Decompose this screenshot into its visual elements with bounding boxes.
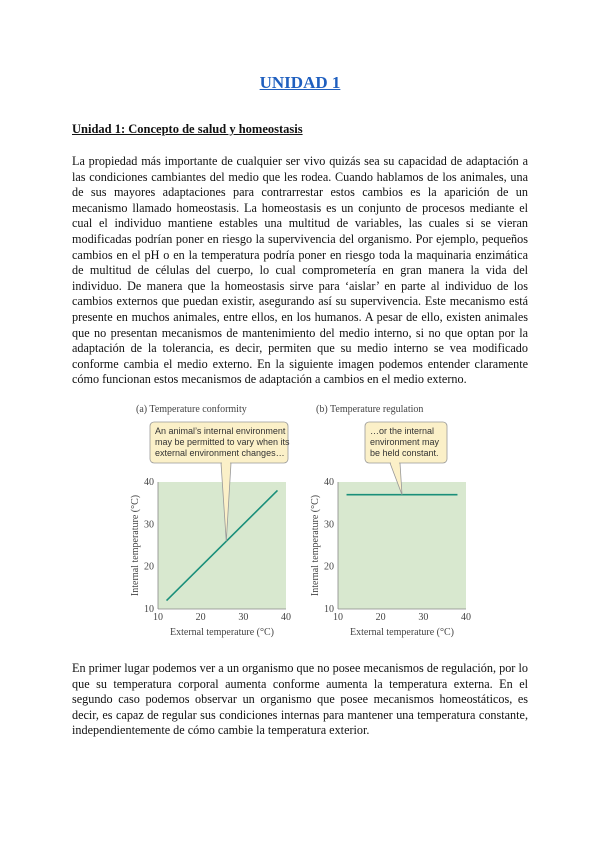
chart-a-ytick-20: 20 <box>144 561 154 573</box>
chart-a-title: (a) Temperature conformity <box>136 404 247 415</box>
chart-a-xtick-20: 20 <box>195 612 206 623</box>
paragraph-explanation: En primer lugar podemos ver a un organismo que no posee mecanismos de regulación, por lo que su temperatura corporal aumenta conforme aumenta la temperatura externa. En el segundo caso podemos observar un organismo que posee mecanismos homeostáticos, es decir, es capaz de regular sus condiciones internas para mantener una temperatura constante, independientemente de cómo cambie la temperatura exterior. <box>72 661 528 738</box>
chart-b-xtick-20: 20 <box>375 612 386 623</box>
chart-a-callout-join <box>222 462 230 464</box>
chart-b-ytick-20: 20 <box>324 561 334 573</box>
chart-b-title: (b) Temperature regulation <box>316 404 424 415</box>
chart-a-ytick-30: 30 <box>144 519 154 531</box>
chart-b-xlabel: External temperature (°C) <box>350 627 454 638</box>
chart-a-xtick-40: 40 <box>281 612 291 623</box>
chart-b-xtick-10: 10 <box>333 612 343 623</box>
temperature-charts <box>110 398 500 646</box>
chart-a-xlabel: External temperature (°C) <box>170 627 274 638</box>
chart-a-callout-line-2: external environment changes… <box>155 448 285 458</box>
chart-a-xtick-30: 30 <box>238 612 249 623</box>
chart-a-callout-line-1: may be permitted to vary when its <box>155 437 290 447</box>
chart-a-ytick-10: 10 <box>144 604 154 615</box>
chart-b-xtick-30: 30 <box>418 612 429 623</box>
chart-b-ytick-40: 40 <box>324 477 334 488</box>
chart-b-ytick-30: 30 <box>324 519 334 531</box>
page-title: UNIDAD 1 <box>259 73 341 92</box>
temperature-figure <box>110 398 500 646</box>
section-subtitle: Unidad 1: Concepto de salud y homeostasis <box>72 122 303 136</box>
chart-b-xtick-40: 40 <box>461 612 471 623</box>
paragraph-intro: La propiedad más importante de cualquier ser vivo quizás sea su capacidad de adaptación a las condiciones cambiantes del medio que les rodea. Cuando hablamos de los animales, una de sus mayores adaptaciones para contrarrestar estos cambios es la aparición de un mecanismo llamado homeostasis. La homeostasis es un conjunto de procesos mediante el cual el individuo mantiene estables una multitud de variables, las cuales si se vieran modificadas podrían poner en riesgo la supervivencia del organismo. Por ejemplo, pequeños cambios en el pH o en la temperatura podría poner en riesgo toda la maquinaria enzimática de multitud de células del cuerpo, lo cual comprometería en gran manera la vida del individuo. De manera que la homeostasis sirve para ‘aislar’ en parte al individuo de los cambios externos que puedan existir, asegurando así su supervivencia. Este mecanismo está presente en muchos animales, entre ellos, en los humanos. A pesar de ello, existen animales que no presentan mecanismos de mantenimiento del medio interno, si no que optan por la adaptación de la tolerancia, es decir, permiten que su medio interno se vea modificado conforme cambia el medio externo. En la siguiente imagen podemos entender claramente cómo funcionan estos mecanismos de adaptación a cambios en el medio externo. <box>72 154 528 387</box>
chart-a-callout-line-0: An animal’s internal environment <box>155 426 286 436</box>
chart-b-ytick-10: 10 <box>324 604 334 615</box>
chart-b-callout-line-2: be held constant. <box>370 448 439 458</box>
chart-a-ytick-40: 40 <box>144 477 154 488</box>
chart-a-ylabel: Internal temperature (°C) <box>130 494 141 597</box>
chart-a-xtick-10: 10 <box>153 612 163 623</box>
chart-b-callout-line-0: …or the internal <box>370 426 435 436</box>
chart-b-plot-area <box>338 482 466 609</box>
chart-b-callout-line-1: environment may <box>370 437 440 447</box>
chart-b-ylabel: Internal temperature (°C) <box>310 494 321 597</box>
chart-b-callout-join <box>391 462 399 464</box>
